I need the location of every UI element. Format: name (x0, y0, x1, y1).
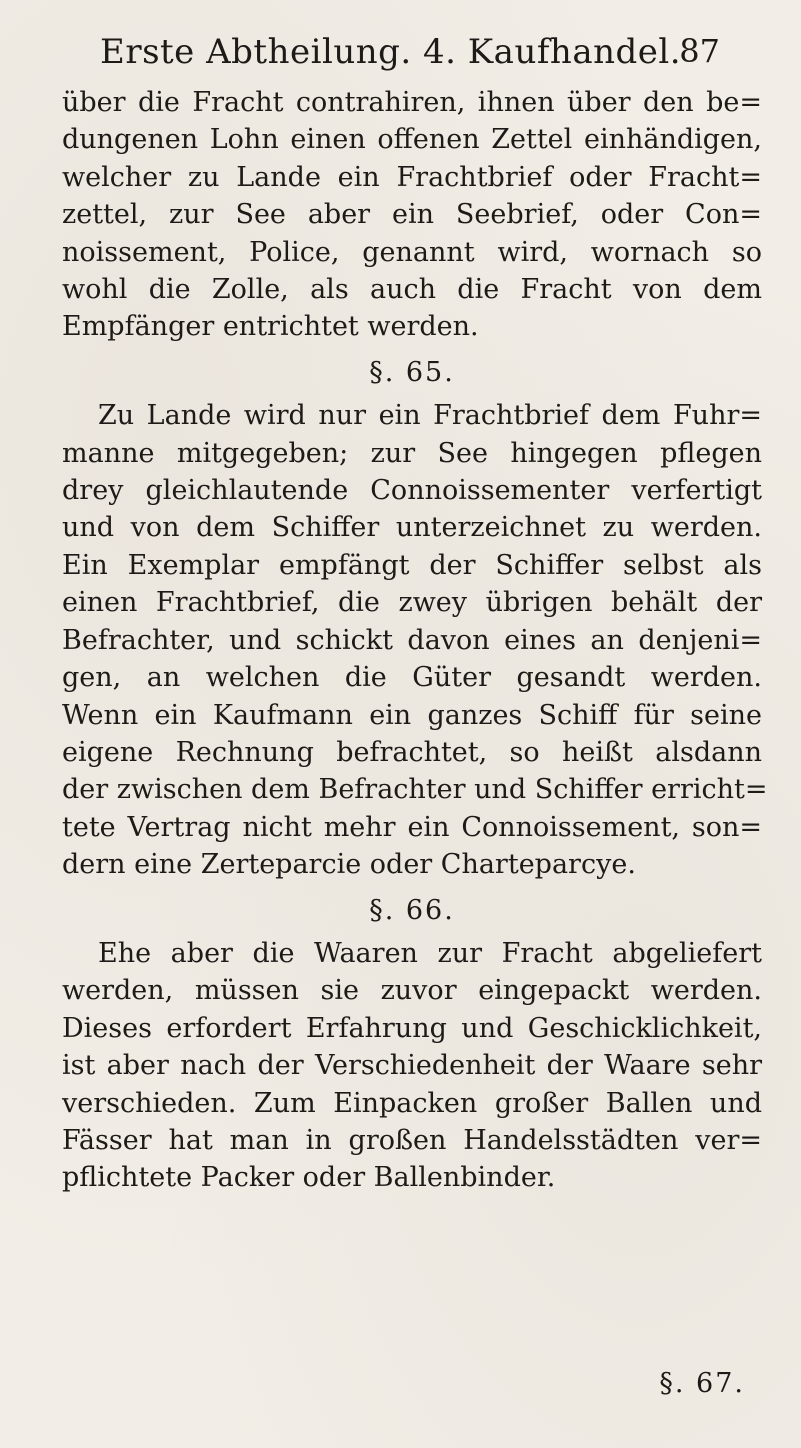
text-line: einen Frachtbrief, die zwey übrigen behält der (62, 587, 762, 619)
text-line: zettel, zur See aber ein Seebrief, oder Con= (62, 199, 762, 231)
text-line: Wenn ein Kaufmann ein ganzes Schiff für seine (62, 699, 762, 731)
section-heading: §. 65. (369, 356, 455, 388)
text-line: tete Vertrag nicht mehr ein Connoissement, son= (62, 811, 762, 843)
text-line: Befrachter, und schickt davon eines an denjeni= (62, 624, 762, 656)
running-head-title: Erste Abtheilung. 4. Kaufhandel. (100, 32, 682, 72)
text-line: Fässer hat man in großen Handelsstädten ver= (62, 1124, 762, 1156)
text-line: ist aber nach der Verschiedenheit der Waare sehr (62, 1050, 762, 1082)
text-line: Ehe aber die Waaren zur Fracht abgeliefert (98, 937, 762, 969)
text-line: manne mitgegeben; zur See hingegen pflegen (62, 437, 762, 469)
text-line: Dieses erfordert Erfahrung und Geschicklichkeit, (62, 1012, 762, 1044)
text-line: Empfänger entrichtet werden. (62, 311, 479, 343)
section-heading: §. 66. (369, 894, 455, 926)
text-line: gen, an welchen die Güter gesandt werden. (62, 662, 762, 694)
paragraph-continuation (62, 84, 762, 346)
text-line: über die Fracht contrahiren, ihnen über den be= (62, 87, 762, 118)
text-line: verschieden. Zum Einpacken großer Ballen und (62, 1087, 762, 1119)
running-head (100, 32, 720, 76)
body-text (62, 84, 768, 1197)
paragraph-section-65 (62, 397, 768, 883)
text-line: drey gleichlautende Connoissementer verfertigt (62, 475, 762, 507)
text-line: wohl die Zolle, als auch die Fracht von dem (62, 274, 762, 306)
paragraph-section-66 (62, 935, 762, 1197)
text-line: dungenen Lohn einen offenen Zettel einhändigen, (62, 124, 762, 156)
text-line: pflichtete Packer oder Ballenbinder. (62, 1162, 556, 1194)
text-line: welcher zu Lande ein Frachtbrief oder Fracht= (62, 161, 762, 193)
text-line: werden, müssen sie zuvor eingepackt werden. (62, 975, 762, 1007)
text-line: Zu Lande wird nur ein Frachtbrief dem Fuhr= (98, 400, 762, 432)
page-number: 87 (679, 32, 720, 70)
catchword: §. 67. (659, 1368, 745, 1399)
text-line: der zwischen dem Befrachter und Schiffer erricht= (62, 774, 768, 806)
text-line: dern eine Zerteparcie oder Charteparcye. (62, 849, 636, 881)
text-line: und von dem Schiffer unterzeichnet zu werden. (62, 512, 762, 544)
text-line: Ein Exemplar empfängt der Schiffer selbst als (62, 549, 762, 581)
text-line: eigene Rechnung befrachtet, so heißt alsdann (62, 736, 762, 768)
text-line: noissement, Police, genannt wird, wornach so (62, 236, 762, 268)
